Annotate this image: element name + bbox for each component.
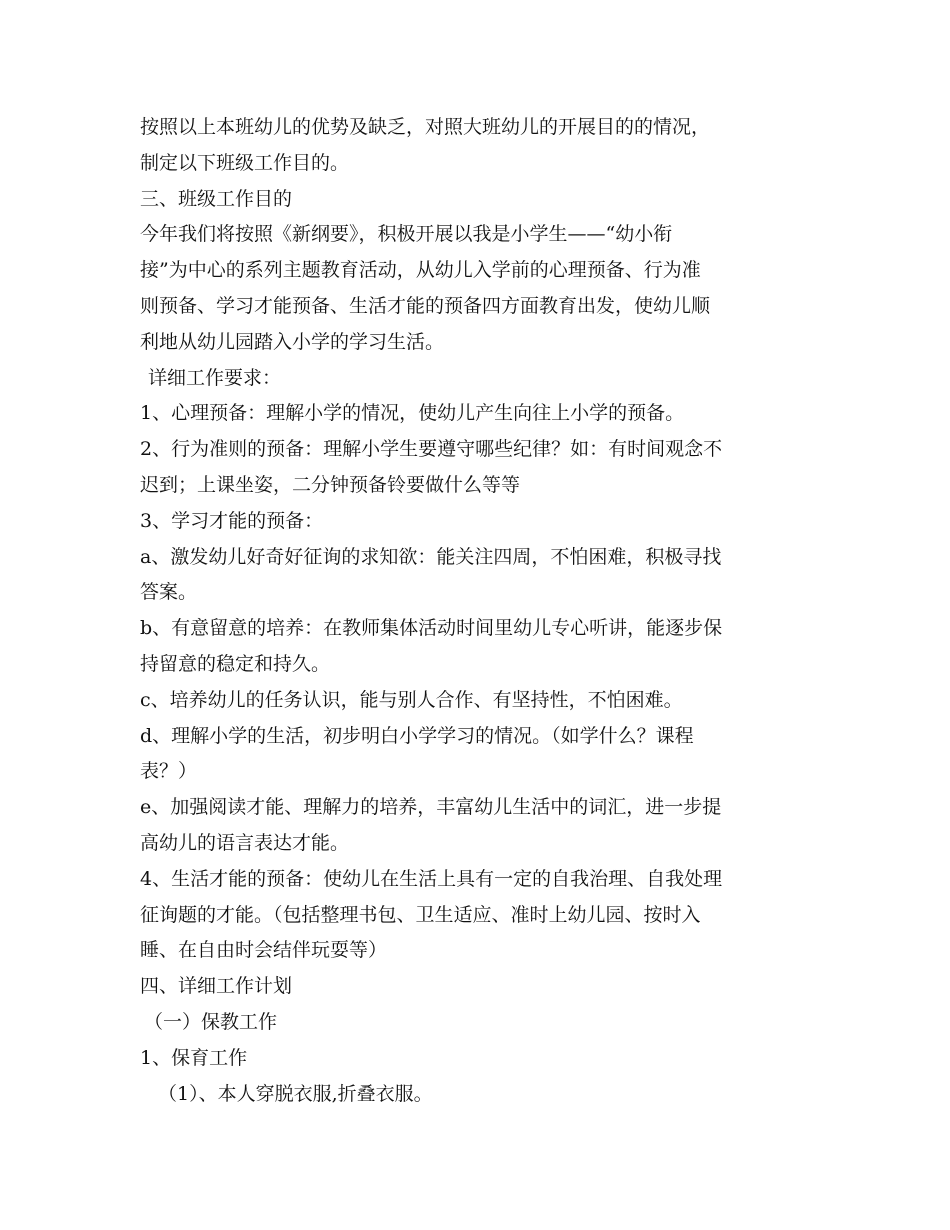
sub-list-item-continuation: 答案。 xyxy=(140,581,198,604)
section-heading: 三、班级工作目的 xyxy=(140,187,293,210)
paragraph-line: 利地从幼儿园踏入小学的学习生活。 xyxy=(140,330,445,353)
sub-list-item-continuation: 持留意的稳定和持久。 xyxy=(140,652,331,675)
list-item: 4、生活才能的预备：使幼儿在生活上具有一定的自我治理、自我处理 xyxy=(140,867,723,890)
list-item-continuation: 睡、在自由时会结伴玩耍等） xyxy=(140,939,388,962)
sub-list-item: （1）、本人穿脱衣服,折叠衣服。 xyxy=(158,1082,433,1105)
sub-list-item: a、激发幼儿好奇好征询的求知欲：能关注四周，不怕困难，积极寻找 xyxy=(140,545,722,568)
subsection-heading: 详细工作要求： xyxy=(148,366,282,389)
paragraph-line: 制定以下班级工作目的。 xyxy=(140,151,350,174)
list-item-continuation: 迟到；上课坐姿，二分钟预备铃要做什么等等 xyxy=(140,473,521,496)
list-item: 3、学习才能的预备： xyxy=(140,509,324,532)
sub-list-item: b、有意留意的培养：在教师集体活动时间里幼儿专心听讲，能逐步保 xyxy=(140,617,723,640)
sub-list-item: d、理解小学的生活，初步明白小学学习的情况。（如学什么？课程 xyxy=(140,724,694,747)
paragraph-line: 接”为中心的系列主题教育活动，从幼儿入学前的心理预备、行为准 xyxy=(140,259,701,282)
list-item: 1、保育工作 xyxy=(140,1046,248,1069)
section-heading: 四、详细工作计划 xyxy=(140,975,293,998)
paragraph-line: 则预备、学习才能预备、生活才能的预备四方面教育出发，使幼儿顺 xyxy=(140,294,711,317)
list-item: 1、心理预备：理解小学的情况，使幼儿产生向往上小学的预备。 xyxy=(140,402,685,425)
document-body xyxy=(140,110,820,1112)
list-item: 2、行为准则的预备：理解小学生要遵守哪些纪律？如：有时间观念不 xyxy=(140,438,723,461)
paragraph-line: 按照以上本班幼儿的优势及缺乏，对照大班幼儿的开展目的的情况， xyxy=(140,116,711,138)
subsection-heading: （一）保教工作 xyxy=(144,1010,278,1033)
list-item-continuation: 征询题的才能。（包括整理书包、卫生适应、准时上幼儿园、按时入 xyxy=(140,903,701,926)
sub-list-item-continuation: 表？） xyxy=(140,760,198,783)
sub-list-item: e、加强阅读才能、理解力的培养，丰富幼儿生活中的词汇，进一步提 xyxy=(140,796,722,819)
paragraph-line: 今年我们将按照《新纲要》，积极开展以我是小学生——“幼小衔 xyxy=(140,223,673,246)
sub-list-item-continuation: 高幼儿的语言表达才能。 xyxy=(140,831,350,854)
sub-list-item: c、培养幼儿的任务认识，能与别人合作、有坚持性，不怕困难。 xyxy=(140,688,683,711)
